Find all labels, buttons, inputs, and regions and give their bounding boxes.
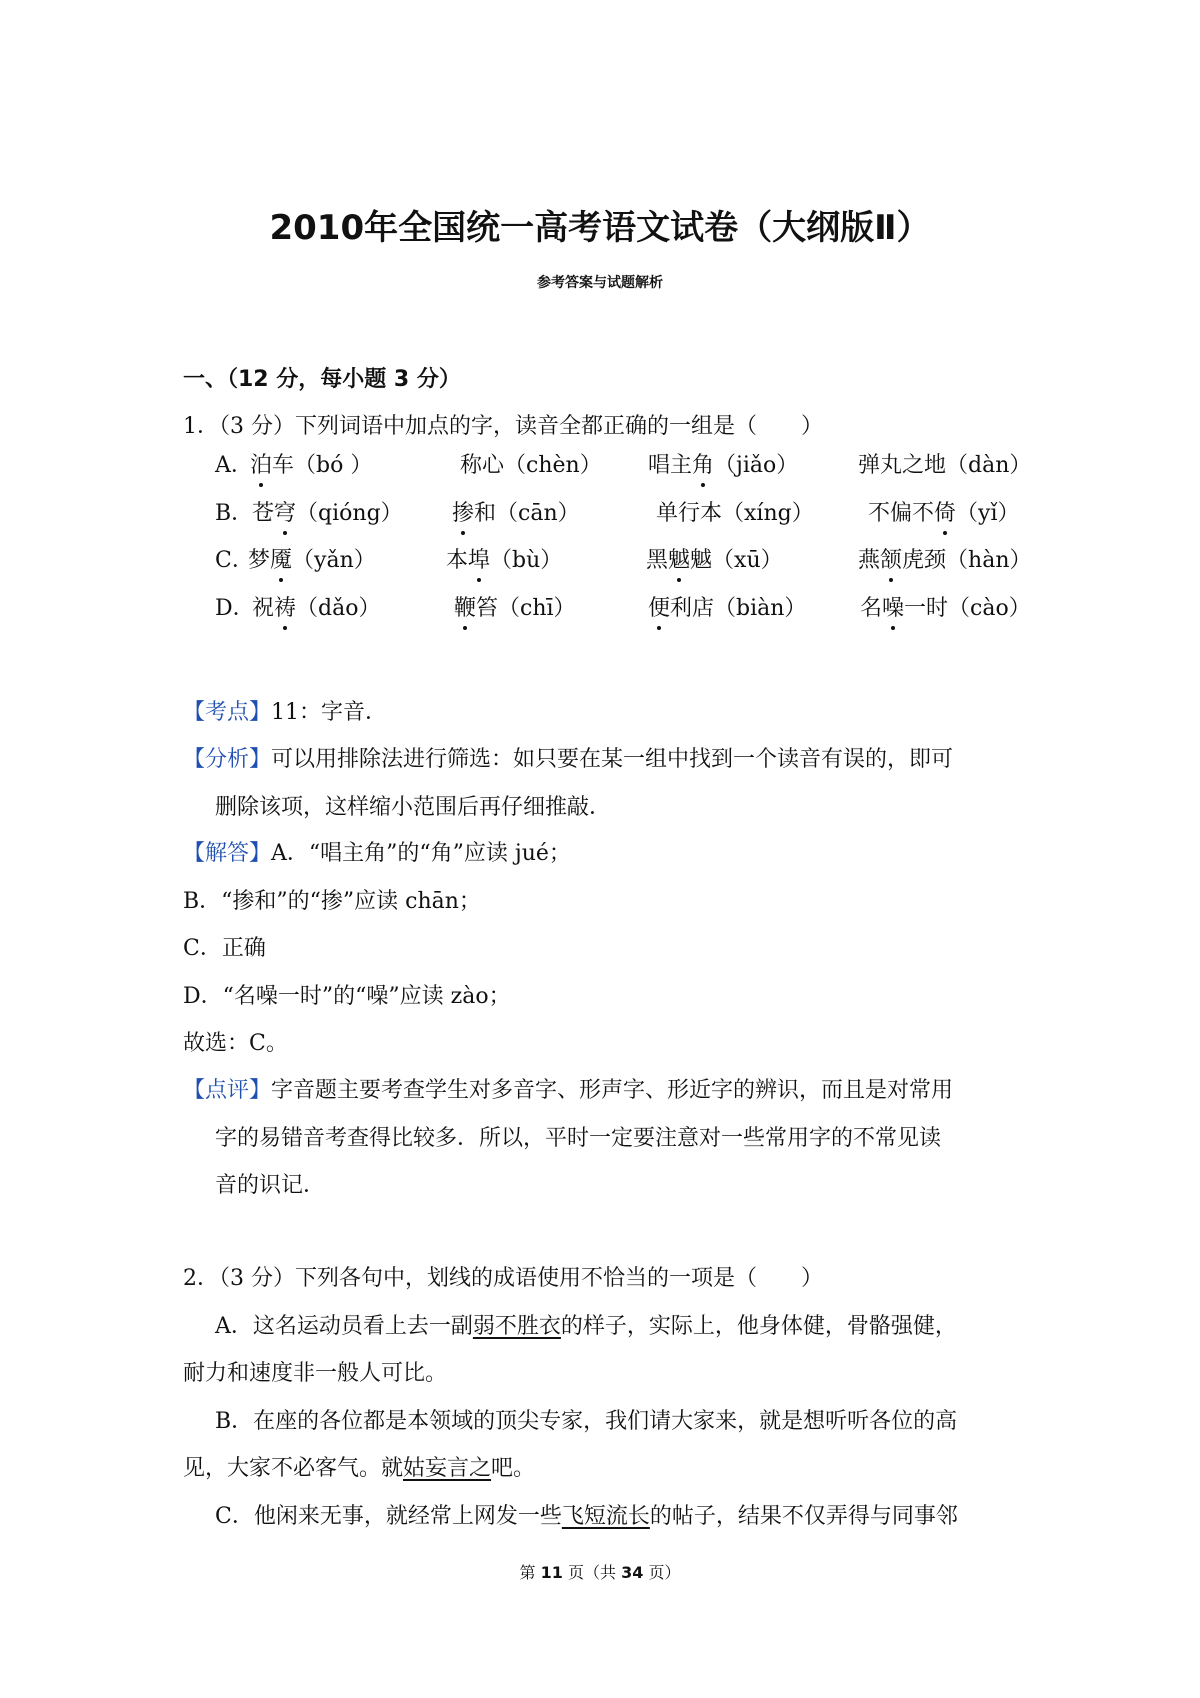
term-part: （dǎo） <box>296 596 381 621</box>
section-heading: 一、（12 分，每小题 3 分） <box>183 367 461 392</box>
term-part: （jiǎo） <box>714 453 799 478</box>
dotted-char: 埠 <box>468 543 490 574</box>
q1-option-label: D． <box>215 596 255 621</box>
q2-a-pre: A．这名运动员看上去一副 <box>215 1314 473 1339</box>
dianping-line2: 字的易错音考查得比较多．所以，平时一定要注意对一些常用字的不常见读 <box>215 1126 942 1151</box>
dotted-char: 魇 <box>270 543 292 574</box>
q2-a-idiom: 弱不胜衣 <box>472 1314 561 1339</box>
term-part: 唱主 <box>648 453 693 478</box>
q2-b-idiom: 姑妄言之 <box>403 1456 492 1481</box>
footer-pre: 第 <box>519 1563 541 1582</box>
jieda-line3: C．正确 <box>183 936 266 961</box>
q2-a-line2: 耐力和速度非一般人可比。 <box>183 1361 448 1386</box>
q1-option-term <box>858 448 1031 479</box>
q1-option-term <box>858 543 1032 574</box>
term-part: 一时（cào） <box>904 596 1031 621</box>
dotted-char: 噪 <box>882 591 904 622</box>
q1-option-term <box>248 543 376 574</box>
q2-c-post: 的帖子，结果不仅弄得与同事邻 <box>649 1504 958 1529</box>
dotted-char: 祷 <box>274 591 296 622</box>
page-title: 2010年全国统一高考语文试卷（大纲版Ⅱ） <box>269 208 931 248</box>
q2-option-a <box>215 1309 957 1340</box>
q1-option-term <box>860 591 1031 622</box>
kaodian-text: 11：字音． <box>271 700 388 725</box>
dotted-char: 便 <box>648 591 670 622</box>
page-footer <box>0 1560 1200 1583</box>
term-part: 利店（biàn） <box>670 596 807 621</box>
term-part: （qióng） <box>296 501 403 526</box>
q2-b-pre: 见，大家不必客气。就 <box>183 1456 404 1481</box>
term-part: 不偏不 <box>868 501 935 526</box>
dotted-char: 角 <box>692 448 714 479</box>
q1-option-term <box>648 591 806 622</box>
q1-option-label: C． <box>215 548 254 573</box>
term-part: 和（cān） <box>474 501 580 526</box>
q2-c-pre: C．他闲来无事，就经常上网发一些 <box>215 1504 562 1529</box>
q1-fenxi <box>183 742 953 773</box>
kaodian-label: 【考点】 <box>183 700 272 725</box>
q1-option-term <box>646 543 783 574</box>
term-part: 丸之地（dàn） <box>880 453 1032 478</box>
term-part: 笞（chī） <box>476 596 576 621</box>
q1-option-term <box>452 496 580 527</box>
term-part: 黑 <box>646 548 669 573</box>
dianping-line3: 音的识记． <box>215 1173 326 1198</box>
dotted-char: 穹 <box>274 496 296 527</box>
fenxi-line1: 可以用排除法进行筛选：如只要在某一组中找到一个读音有误的，即可 <box>271 747 954 772</box>
dotted-char: 泊 <box>250 448 272 479</box>
term-part: 本（xíng） <box>700 501 814 526</box>
term-part: 本 <box>446 548 469 573</box>
footer-post: 页） <box>643 1563 681 1582</box>
q1-option-term <box>648 448 798 479</box>
term-part: 名 <box>860 596 883 621</box>
term-part: 梦 <box>248 548 271 573</box>
q1-stem: 1．（3 分）下列词语中加点的字，读音全都正确的一组是（ ） <box>183 414 823 439</box>
term-part: 车（bó ） <box>272 453 373 478</box>
term-part: 苍 <box>252 501 275 526</box>
q2-b-line1: B．在座的各位都是本领域的顶尖专家，我们请大家来，就是想听听各位的高 <box>215 1409 958 1434</box>
term-part: 魆（xū） <box>690 548 783 573</box>
q1-option-term <box>656 496 814 527</box>
q1-option-label: B． <box>215 501 254 526</box>
jieda-label: 【解答】 <box>183 841 272 866</box>
term-part: 弹 <box>858 453 881 478</box>
q1-option-term <box>868 496 1020 527</box>
q2-c-idiom: 飞短流长 <box>561 1504 650 1529</box>
footer-page: 11 <box>540 1563 563 1582</box>
term-part: 燕 <box>858 548 881 573</box>
q2-option-b <box>183 1451 535 1482</box>
jieda-line1: A．“唱主角”的“角”应读 jué； <box>271 841 571 866</box>
term-part: 单行 <box>656 501 701 526</box>
dotted-char: 颔 <box>880 543 902 574</box>
dotted-char: 掺 <box>452 496 474 527</box>
q1-option-term <box>250 448 372 479</box>
term-part: （yǐ） <box>956 501 1020 526</box>
q1-option-label: A． <box>215 453 253 478</box>
footer-mid: 页（共 <box>562 1563 622 1582</box>
dotted-char: 鞭 <box>454 591 476 622</box>
q1-option-term <box>454 591 576 622</box>
dotted-char: 魆 <box>668 543 690 574</box>
term-part: 称心 <box>460 453 505 478</box>
term-part: （chèn） <box>504 453 602 478</box>
dotted-char: 倚 <box>934 496 956 527</box>
footer-total: 34 <box>621 1563 644 1582</box>
q1-kaodian <box>183 695 387 726</box>
q1-jieda <box>183 836 571 867</box>
fenxi-line2: 删除该项，这样缩小范围后再仔细推敲． <box>215 795 612 820</box>
jieda-line5: 故选：C。 <box>183 1031 288 1056</box>
jieda-line2: B．“掺和”的“掺”应读 chān； <box>183 889 481 914</box>
jieda-line4: D．“名噪一时”的“噪”应读 zào； <box>183 984 511 1009</box>
dianping-line1: 字音题主要考查学生对多音字、形声字、形近字的辨识，而且是对常用 <box>271 1078 954 1103</box>
q1-option-term <box>460 448 602 479</box>
q1-dianping <box>183 1073 953 1104</box>
dianping-label: 【点评】 <box>183 1078 272 1103</box>
q1-option-term <box>252 591 380 622</box>
q2-a-post: 的样子，实际上，他身体健，骨骼强健， <box>560 1314 957 1339</box>
q2-stem: 2．（3 分）下列各句中，划线的成语使用不恰当的一项是（ ） <box>183 1266 823 1291</box>
term-part: 祝 <box>252 596 275 621</box>
fenxi-label: 【分析】 <box>183 747 272 772</box>
term-part: （bù） <box>490 548 563 573</box>
q1-option-term <box>446 543 562 574</box>
q2-option-c <box>215 1499 958 1530</box>
q2-b-post: 吧。 <box>491 1456 536 1481</box>
term-part: （yǎn） <box>292 548 376 573</box>
q1-option-term <box>252 496 403 527</box>
term-part: 虎颈（hàn） <box>902 548 1032 573</box>
page-subtitle: 参考答案与试题解析 <box>537 275 663 291</box>
